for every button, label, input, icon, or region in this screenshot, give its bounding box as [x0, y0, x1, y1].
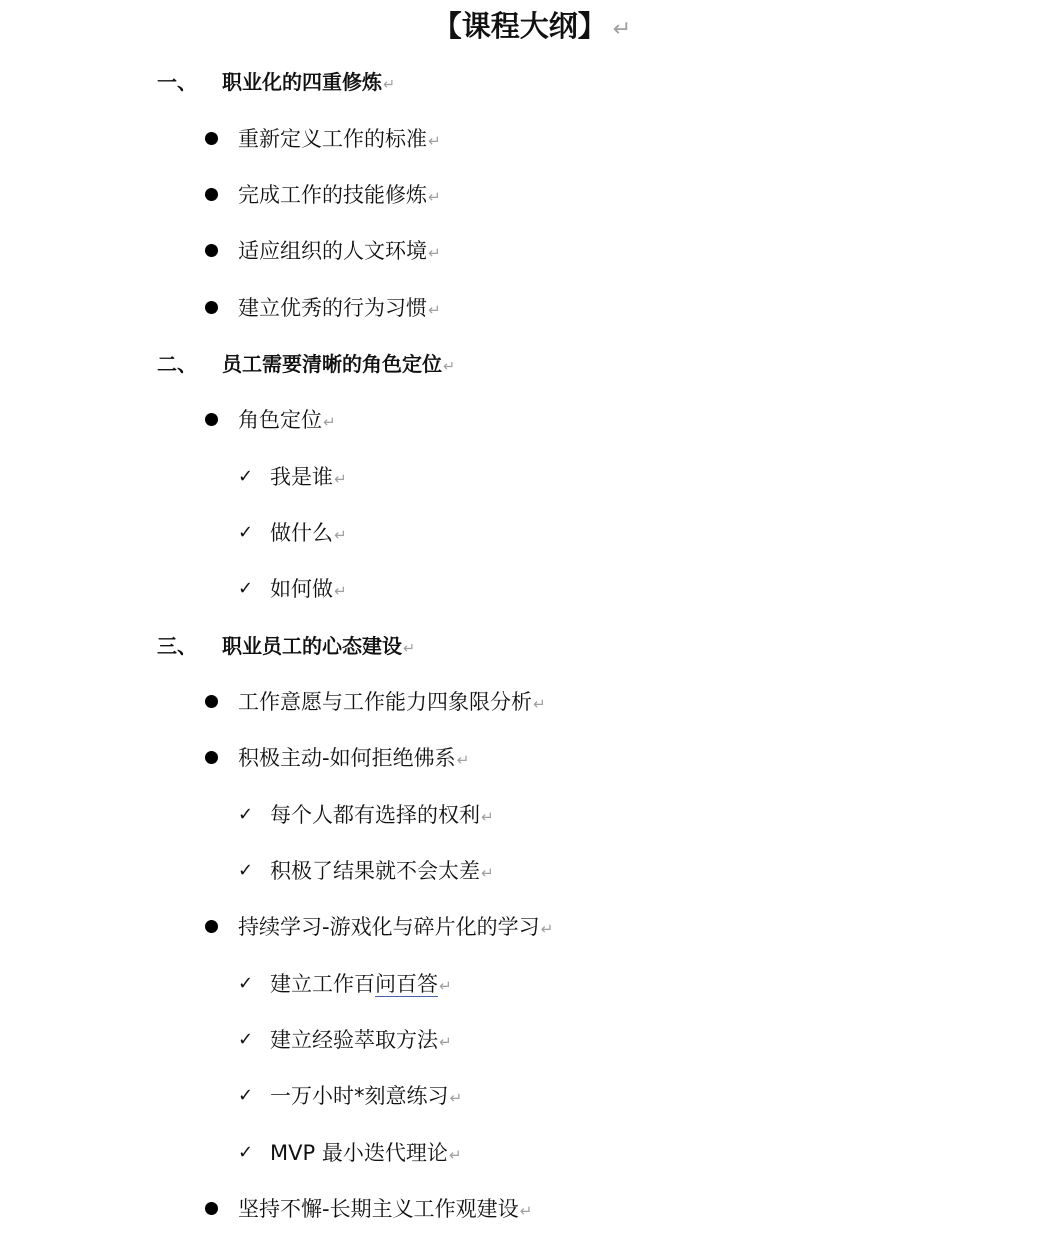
checkmark-icon: ✓	[238, 973, 254, 994]
paragraph-mark-icon: ↵	[323, 413, 336, 431]
paragraph-mark-icon: ↵	[533, 695, 546, 713]
checkmark-icon: ✓	[238, 466, 254, 487]
sub-list-item: ✓ 如何做↵	[238, 569, 838, 609]
paragraph-mark-icon: ↵	[481, 864, 494, 882]
list-item: 积极主动-如何拒绝佛系↵	[205, 738, 805, 778]
bullet-icon	[205, 244, 218, 257]
sub-list-item: ✓ 积极了结果就不会太差↵	[238, 851, 838, 891]
bullet-icon	[205, 920, 218, 933]
list-item: 工作意愿与工作能力四象限分析↵	[205, 682, 805, 722]
section-number: 三、	[157, 634, 197, 658]
list-item: 建立优秀的行为习惯↵	[205, 288, 805, 328]
checkmark-icon: ✓	[238, 804, 254, 825]
checkmark-icon: ✓	[238, 1142, 254, 1163]
section-title: 员工需要清晰的角色定位↵	[222, 352, 456, 376]
section-number: 二、	[157, 352, 197, 376]
checkmark-icon: ✓	[238, 1029, 254, 1050]
section-title: 职业化的四重修炼↵	[222, 70, 396, 94]
paragraph-mark-icon: ↵	[428, 132, 441, 150]
checkmark-icon: ✓	[238, 860, 254, 881]
list-item: 角色定位↵	[205, 400, 805, 440]
sub-list-item: ✓ 每个人都有选择的权利↵	[238, 795, 838, 835]
section-number: 一、	[157, 70, 197, 94]
paragraph-mark-icon: ↵	[481, 808, 494, 826]
list-item: 适应组织的人文环境↵	[205, 231, 805, 271]
section-heading	[157, 626, 657, 666]
paragraph-mark-icon: ↵	[443, 359, 456, 375]
paragraph-mark-icon: ↵	[612, 17, 632, 42]
sub-list-item: ✓ 做什么↵	[238, 513, 838, 553]
paragraph-mark-icon: ↵	[456, 751, 470, 769]
sub-list-item: ✓ 建立经验萃取方法↵	[238, 1020, 838, 1060]
bullet-icon	[205, 1202, 218, 1215]
paragraph-mark-icon: ↵	[428, 188, 441, 206]
sub-list-item: ✓ MVP 最小迭代理论↵	[238, 1133, 838, 1173]
paragraph-mark-icon: ↵	[439, 977, 452, 995]
sub-list-item: ✓ 一万小时*刻意练习↵	[238, 1076, 838, 1116]
paragraph-mark-icon: ↵	[403, 641, 416, 657]
list-item: 坚持不懈-长期主义工作观建设↵	[205, 1189, 805, 1229]
list-item: 持续学习-游戏化与碎片化的学习↵	[205, 907, 805, 947]
list-item: 完成工作的技能修炼↵	[205, 175, 805, 215]
checkmark-icon: ✓	[238, 578, 254, 599]
sub-list-item: ✓ 我是谁↵	[238, 457, 838, 497]
paragraph-mark-icon: ↵	[448, 1146, 462, 1164]
proofing-underline: 问百答	[375, 972, 438, 996]
checkmark-icon: ✓	[238, 1085, 254, 1106]
section-heading	[157, 62, 657, 102]
bullet-icon	[205, 132, 218, 145]
underlined-item: 建立工作百问百答	[270, 972, 438, 996]
paragraph-mark-icon: ↵	[540, 920, 554, 938]
bullet-icon	[205, 413, 218, 426]
paragraph-mark-icon: ↵	[383, 77, 396, 93]
bullet-icon	[205, 751, 218, 764]
paragraph-mark-icon: ↵	[428, 301, 441, 319]
section-title: 职业员工的心态建设↵	[222, 634, 416, 658]
section-heading	[157, 344, 657, 384]
document-title	[0, 4, 1064, 52]
bullet-icon	[205, 695, 218, 708]
paragraph-mark-icon: ↵	[449, 1089, 463, 1107]
bullet-icon	[205, 188, 218, 201]
paragraph-mark-icon: ↵	[439, 1033, 452, 1051]
paragraph-mark-icon: ↵	[334, 526, 347, 544]
paragraph-mark-icon: ↵	[334, 582, 347, 600]
paragraph-mark-icon: ↵	[428, 244, 441, 262]
sub-list-item	[238, 964, 838, 1004]
title-text: 【课程大纲】	[432, 9, 607, 43]
bullet-icon	[205, 301, 218, 314]
checkmark-icon: ✓	[238, 522, 254, 543]
paragraph-mark-icon: ↵	[334, 470, 347, 488]
paragraph-mark-icon: ↵	[519, 1202, 533, 1220]
list-item: 重新定义工作的标准↵	[205, 119, 805, 159]
